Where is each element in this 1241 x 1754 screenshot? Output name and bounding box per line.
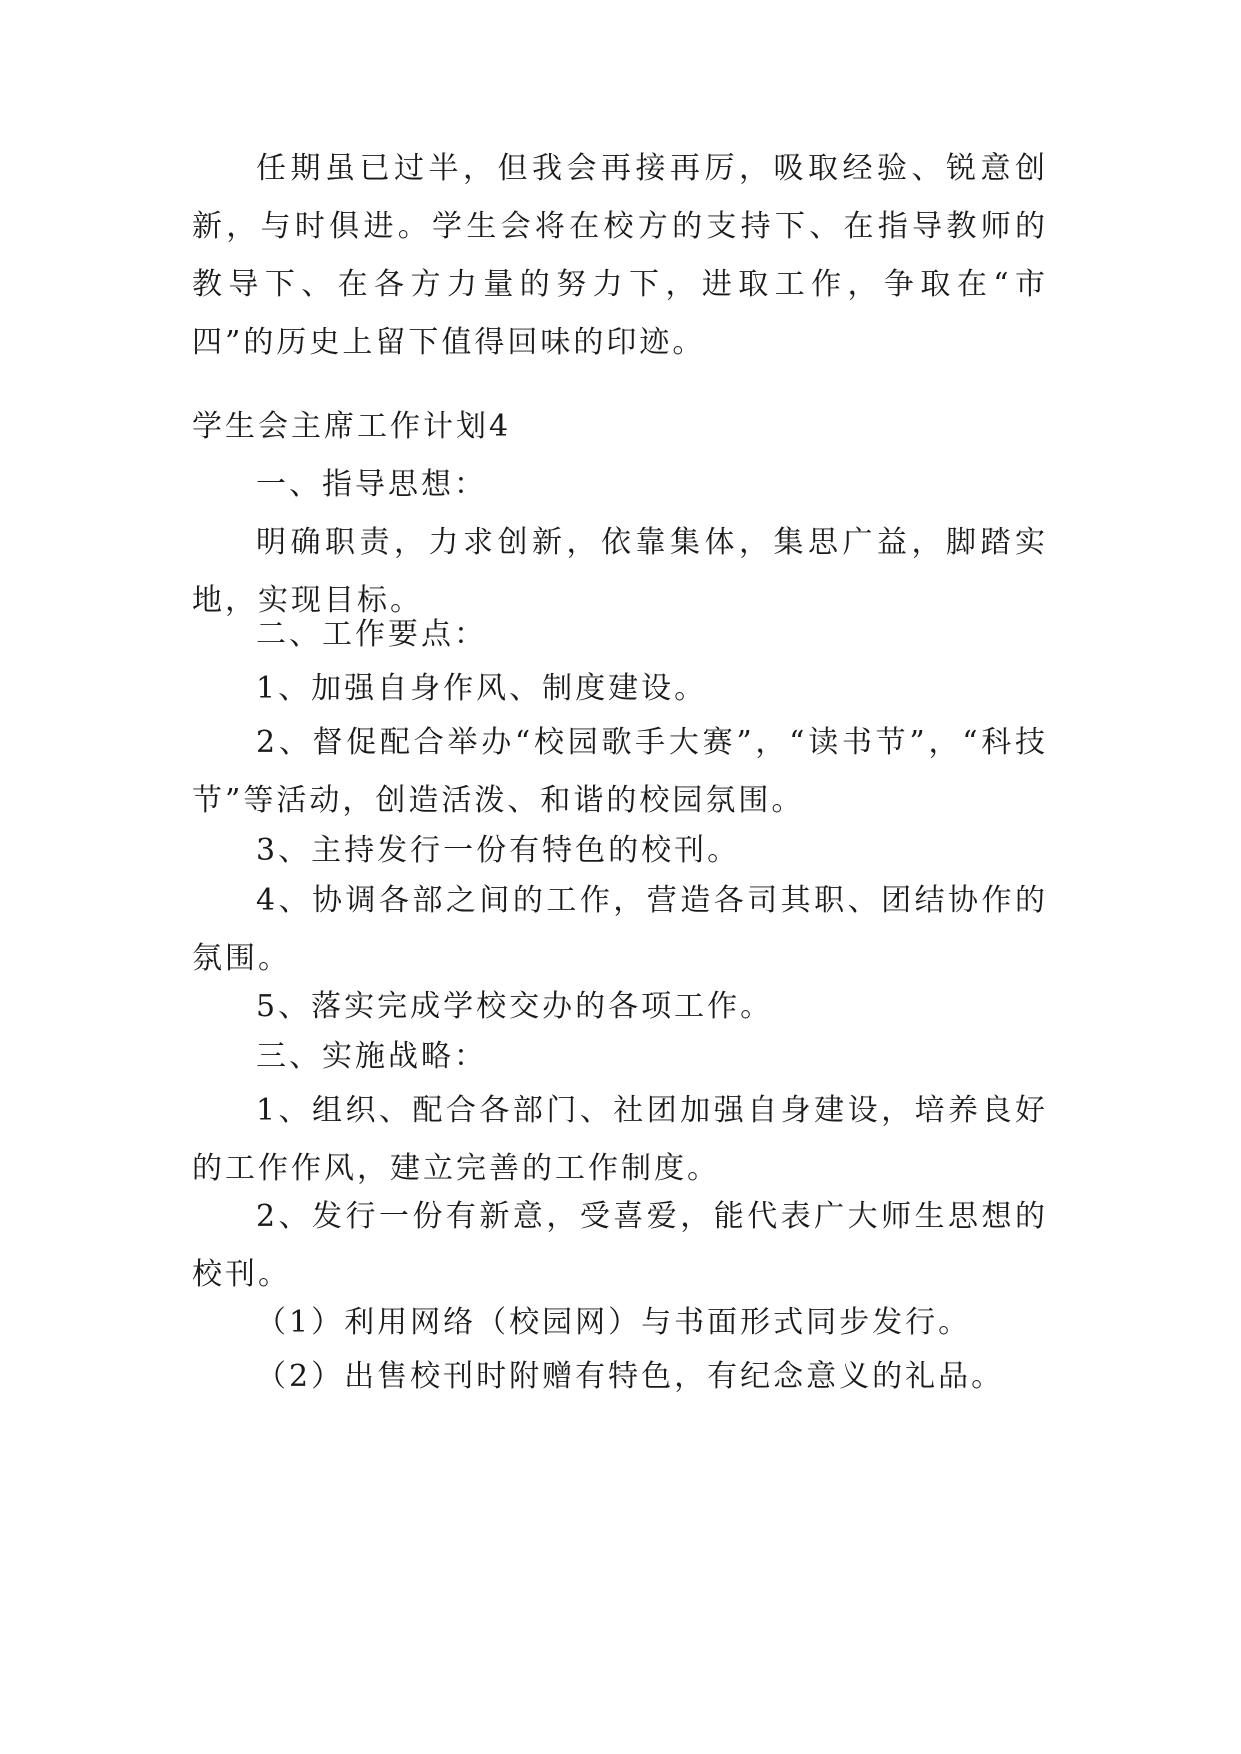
work-point-2: 2、督促配合举办“校园歌手大赛”，“读书节”，“科技节”等活动，创造活泼、和谐的校园氛围。: [192, 725, 1048, 818]
strategy-1: 1、组织、配合各部门、社团加强自身建设，培养良好的工作作风，建立完善的工作制度。: [192, 1093, 1048, 1186]
work-point-4: 4、协调各部之间的工作，营造各司其职、团结协作的氛围。: [192, 883, 1048, 976]
strategy-2-sub-2: （2）出售校刊时附赠有特色，有纪念意义的礼品。: [256, 1359, 1005, 1394]
heading-work-points: 二、工作要点：: [256, 617, 487, 652]
paragraph-ideology: 明确职责，力求创新，依靠集体，集思广益，脚踏实地，实现目标。: [192, 525, 1048, 618]
strategy-2-sub-1: （1）利用网络（校园网）与书面形式同步发行。: [256, 1305, 972, 1340]
heading-strategy: 三、实施战略：: [256, 1039, 487, 1074]
strategy-2: 2、发行一份有新意，受喜爱，能代表广大师生思想的校刊。: [192, 1199, 1048, 1292]
paragraph-closing: 任期虽已过半，但我会再接再厉，吸取经验、锐意创新，与时俱进。学生会将在校方的支持下、在指导教师的教导下、在各方力量的努力下，进取工作，争取在“市四”的历史上留下值得回味的印迹。: [192, 151, 1048, 360]
heading-guiding-ideology: 一、指导思想：: [256, 467, 487, 502]
work-point-5: 5、落实完成学校交办的各项工作。: [256, 989, 774, 1024]
work-point-1: 1、加强自身作风、制度建设。: [256, 671, 708, 706]
work-point-3: 3、主持发行一份有特色的校刊。: [256, 833, 741, 868]
section-heading: 学生会主席工作计划4: [192, 409, 512, 444]
